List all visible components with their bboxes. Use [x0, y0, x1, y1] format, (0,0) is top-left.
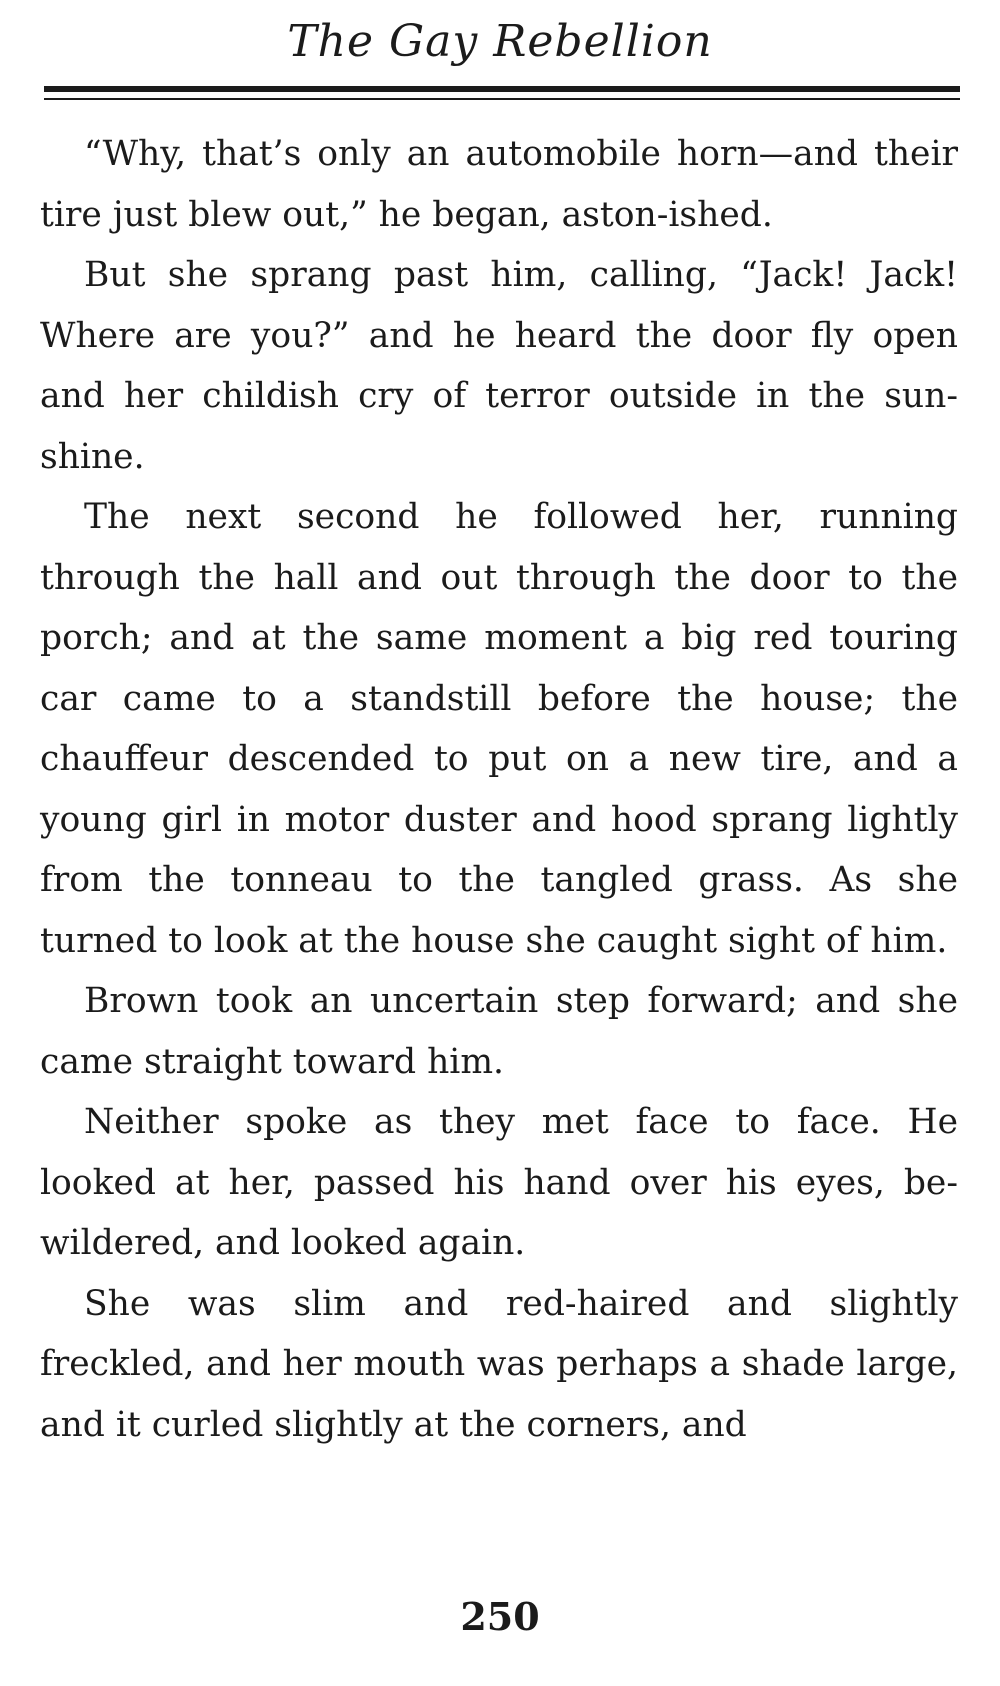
body-text: [40, 124, 958, 1455]
paragraph: But she sprang past him, calling, “Jack! Jack! Where are you?” and he heard the door fly open and her childish cry of terror outside in the sun-shine.: [40, 255, 958, 477]
paragraph: The next second he followed her, running through the hall and out through the door to the porch; and at the same moment a big red touring car came to a standstill before the house; the chauffeur descended to put on a new tire, and a young girl in motor duster and hood sprang lightly from the tonneau to the tangled grass. As she turned to look at the house she caught sight of him.: [40, 497, 958, 961]
running-head-title: The Gay Rebellion: [287, 16, 713, 67]
page-number: 250: [460, 1594, 540, 1639]
paragraph: “Why, that’s only an automobile horn—and their tire just blew out,” he began, aston-ished.: [40, 134, 958, 235]
paragraph: Brown took an uncertain step forward; and she came straight toward him.: [40, 981, 958, 1082]
header-rule-thick: [44, 86, 960, 92]
paragraph: She was slim and red-haired and slightly freckled, and her mouth was perhaps a shade large, and it curled slightly at the corners, and: [40, 1283, 958, 1445]
paragraph: Neither spoke as they met face to face. He looked at her, passed his hand over his eyes, be-wildered, and looked again.: [40, 1102, 958, 1263]
header-rule-thin: [44, 98, 960, 100]
